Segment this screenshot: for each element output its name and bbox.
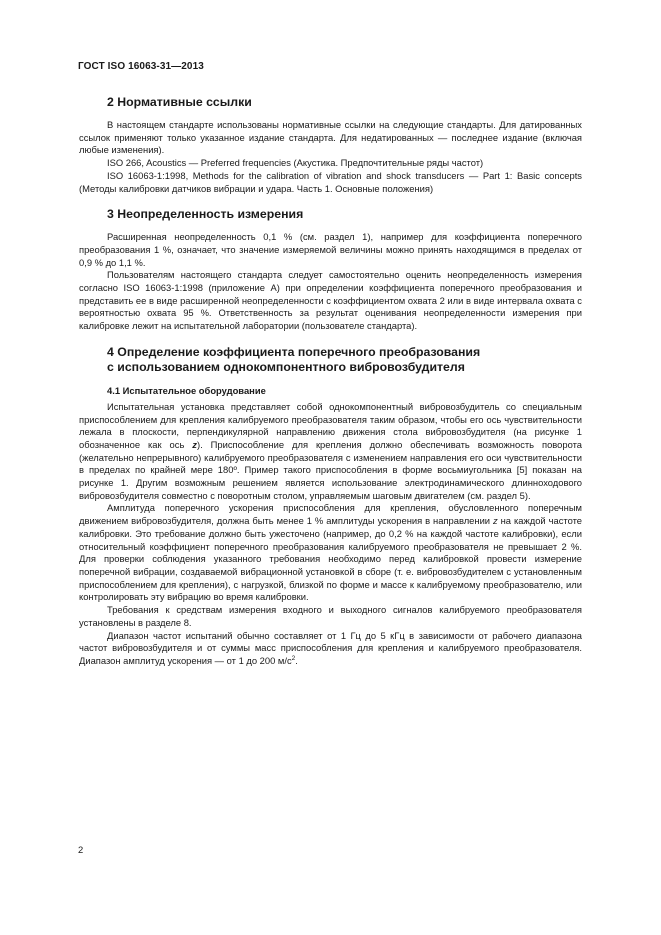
axis-z-label: z bbox=[192, 438, 197, 450]
section-4-heading-line1: 4 Определение коэффициента поперечного преобразования bbox=[107, 344, 481, 359]
page-content bbox=[79, 94, 582, 668]
section-3-paragraph: Расширенная неопределенность 0,1 % (см. раздел 1), например для коэффициента поперечного преобразования 1 %, означает, что значение измеряемой величины можно принять находящимся в пределах от 0,9 % до 1,1 %. bbox=[79, 231, 582, 268]
section-2-reference-iso-16063-1: ISO 16063-1:1998, Methods for the calibration of vibration and shock transducers — Part 1: Basic concepts (Методы калибровки датчиков вибрации и удара. Часть 1. Основные положения) bbox=[79, 169, 582, 194]
superscript-two: 2 bbox=[291, 654, 296, 662]
section-3-heading: 3 Неопределенность измерения bbox=[107, 207, 304, 222]
axis-z-label: z bbox=[492, 515, 498, 527]
section-4-paragraph-setup: Испытательная установка представляет собой однокомпонентный вибровозбудитель со специальным приспособлением для крепления калибруемого преобразователя таким образом, чтобы его ось чувствительности лежала в плоскости, перпендикулярной направлению движения стола вибровозбудителя (на рисунке 1 обозначенное как ось z). Приспособление для крепления должно обеспечивать возможность поворота (желательно непрерывного) калибруемого преобразователя с изменением направления его оси чувствительности в пределах по крайней мере 180º. Пример такого приспособления в форме восьмиугольника [5] показан на рисунке 1. Другим возможным решением является использование электродинамического длинноходового вибровозбудителя совместно с поворотным столом, управляемым шаговым двигателем (см. раздел 5). bbox=[79, 400, 582, 501]
subsection-4-1-heading: 4.1 Испытательное оборудование bbox=[107, 384, 266, 396]
section-2-heading: 2 Нормативные ссылки bbox=[107, 95, 252, 109]
section-4-paragraph-amplitude: Амплитуда поперечного ускорения приспособления для крепления, обусловленного поперечным движением вибровозбудителя, должна быть менее 1 % амплитуды ускорения в направлении z на каждой частоте калибровки. Это требование должно быть ужесточено (например, до 0,2 % на каждой частоте калибровки), если относительный коэффициент поперечного преобразования калибруемого преобразователя не превышает 2 %. Для проверки соблюдения указанного требования необходимо перед калибровкой провести измерение поперечной вибрации, создаваемой вибрационной установкой в сборе (т. е. вибровозбудителем с установленным приспособлением для крепления), с нагрузкой, близкой по форме и массе к калибруемому преобразователю, или контролировать эту вибрацию во время калибровки. bbox=[79, 502, 582, 603]
page-number: 2 bbox=[78, 844, 84, 855]
section-4-paragraph-range: Диапазон частот испытаний обычно составляет от 1 Гц до 5 кГц в зависимости от рабочего диапазона частот вибровозбудителя и от суммы масс приспособления для крепления и калибруемого преобразователя. Диапазон амплитуд ускорения — от 1 до 200 $м/с^2$. bbox=[79, 629, 582, 666]
section-3-paragraph: Пользователям настоящего стандарта следует самостоятельно оценить неопределенность измерения согласно ISO 16063-1:1998 (приложение А) при определении коэффициента поперечного преобразования и представить ее в виде расширенной неопределенности с коэффициентом охвата 2 или в виде интервала охвата с вероятностью охвата 95 %. Ответственность за результат оценивания неопределенности измерения при калибровке лежит на испытательной лаборатории (пользователе стандарта). bbox=[79, 269, 582, 332]
section-4-heading-line2: с использованием однокомпонентного вибровозбудителя bbox=[107, 360, 465, 375]
section-2-reference-iso-266: ISO 266, Acoustics — Preferred frequencies (Акустика. Предпочтительные ряды частот) bbox=[107, 157, 484, 169]
section-4-heading bbox=[107, 345, 582, 376]
section-4-paragraph-requirements: Требования к средствам измерения входного и выходного сигналов калибруемого преобразователя установлены в разделе 8. bbox=[79, 604, 582, 628]
section-2-paragraph: В настоящем стандарте использованы нормативные ссылки на следующие стандарты. Для датированных ссылок применяют только указанное издание стандарта. Для недатированных — последнее издание (включая любые изменения). bbox=[79, 119, 582, 156]
standard-designation: ГОСТ ISO 16063-31—2013 bbox=[78, 61, 204, 72]
